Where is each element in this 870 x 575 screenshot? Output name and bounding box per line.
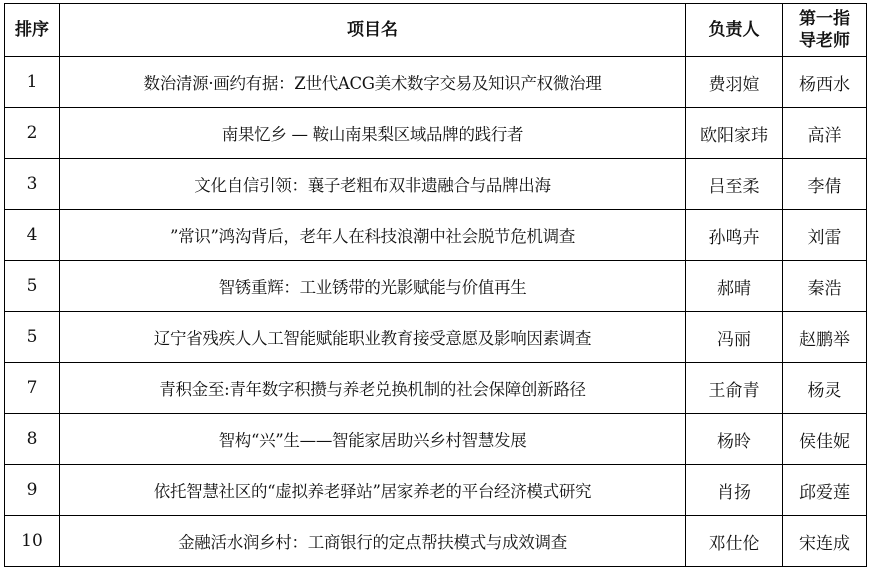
- leader-cell: 王俞青: [686, 363, 783, 414]
- rank-cell: 1: [5, 57, 60, 108]
- tutor-cell: 邱爱莲: [783, 465, 867, 516]
- tutor-header: [783, 4, 867, 57]
- project-name-cell: 金融活水润乡村：工商银行的定点帮扶模式与成效调查: [60, 516, 686, 567]
- tutor-cell: 杨西水: [783, 57, 867, 108]
- project-table: [4, 3, 867, 567]
- leader-cell: 肖扬: [686, 465, 783, 516]
- table-row: [5, 516, 867, 567]
- rank-cell: 10: [5, 516, 60, 567]
- rank-cell: 8: [5, 414, 60, 465]
- table-row: [5, 57, 867, 108]
- tutor-cell: 宋连成: [783, 516, 867, 567]
- leader-cell: 郝晴: [686, 261, 783, 312]
- project-name-cell: 智锈重辉：工业锈带的光影赋能与价值再生: [60, 261, 686, 312]
- tutor-cell: 赵鹏举: [783, 312, 867, 363]
- header-row: [5, 4, 867, 57]
- rank-cell: 2: [5, 108, 60, 159]
- leader-cell: 费羽媗: [686, 57, 783, 108]
- table-row: [5, 108, 867, 159]
- tutor-header-line2: 导老师: [799, 31, 850, 51]
- rank-cell: 5: [5, 312, 60, 363]
- project-name-cell: 文化自信引领：襄子老粗布双非遗融合与品牌出海: [60, 159, 686, 210]
- table-row: [5, 210, 867, 261]
- leader-cell: 杨昤: [686, 414, 783, 465]
- tutor-cell: 杨灵: [783, 363, 867, 414]
- project-name-cell: 辽宁省残疾人人工智能赋能职业教育接受意愿及影响因素调查: [60, 312, 686, 363]
- rank-cell: 3: [5, 159, 60, 210]
- table-row: [5, 312, 867, 363]
- tutor-cell: 刘雷: [783, 210, 867, 261]
- table-row: [5, 465, 867, 516]
- table-row: [5, 159, 867, 210]
- rank-cell: 7: [5, 363, 60, 414]
- project-name-cell: 数治清源·画约有据：Z世代ACG美术数字交易及知识产权微治理: [60, 57, 686, 108]
- leader-cell: 邓仕伦: [686, 516, 783, 567]
- rank-cell: 4: [5, 210, 60, 261]
- rank-header: 排序: [5, 4, 60, 57]
- tutor-cell: 高洋: [783, 108, 867, 159]
- project-name-cell: 南果忆乡 — 鞍山南果梨区域品牌的践行者: [60, 108, 686, 159]
- rank-cell: 9: [5, 465, 60, 516]
- table-row: [5, 414, 867, 465]
- tutor-cell: 李倩: [783, 159, 867, 210]
- table-row: [5, 363, 867, 414]
- leader-header: 负责人: [686, 4, 783, 57]
- leader-cell: 欧阳家玮: [686, 108, 783, 159]
- leader-cell: 孙鸣卉: [686, 210, 783, 261]
- tutor-cell: 秦浩: [783, 261, 867, 312]
- leader-cell: 吕至柔: [686, 159, 783, 210]
- tutor-cell: 侯佳妮: [783, 414, 867, 465]
- leader-cell: 冯丽: [686, 312, 783, 363]
- project-name-cell: ”常识”鸿沟背后，老年人在科技浪潮中社会脱节危机调查: [60, 210, 686, 261]
- table-row: [5, 261, 867, 312]
- project-name-cell: 智构“兴”生——智能家居助兴乡村智慧发展: [60, 414, 686, 465]
- tutor-header-line1: 第一指: [799, 9, 850, 29]
- project-name-cell: 青积金至:青年数字积攒与养老兑换机制的社会保障创新路径: [60, 363, 686, 414]
- rank-cell: 5: [5, 261, 60, 312]
- project-name-header: 项目名: [60, 4, 686, 57]
- project-name-cell: 依托智慧社区的“虚拟养老驿站”居家养老的平台经济模式研究: [60, 465, 686, 516]
